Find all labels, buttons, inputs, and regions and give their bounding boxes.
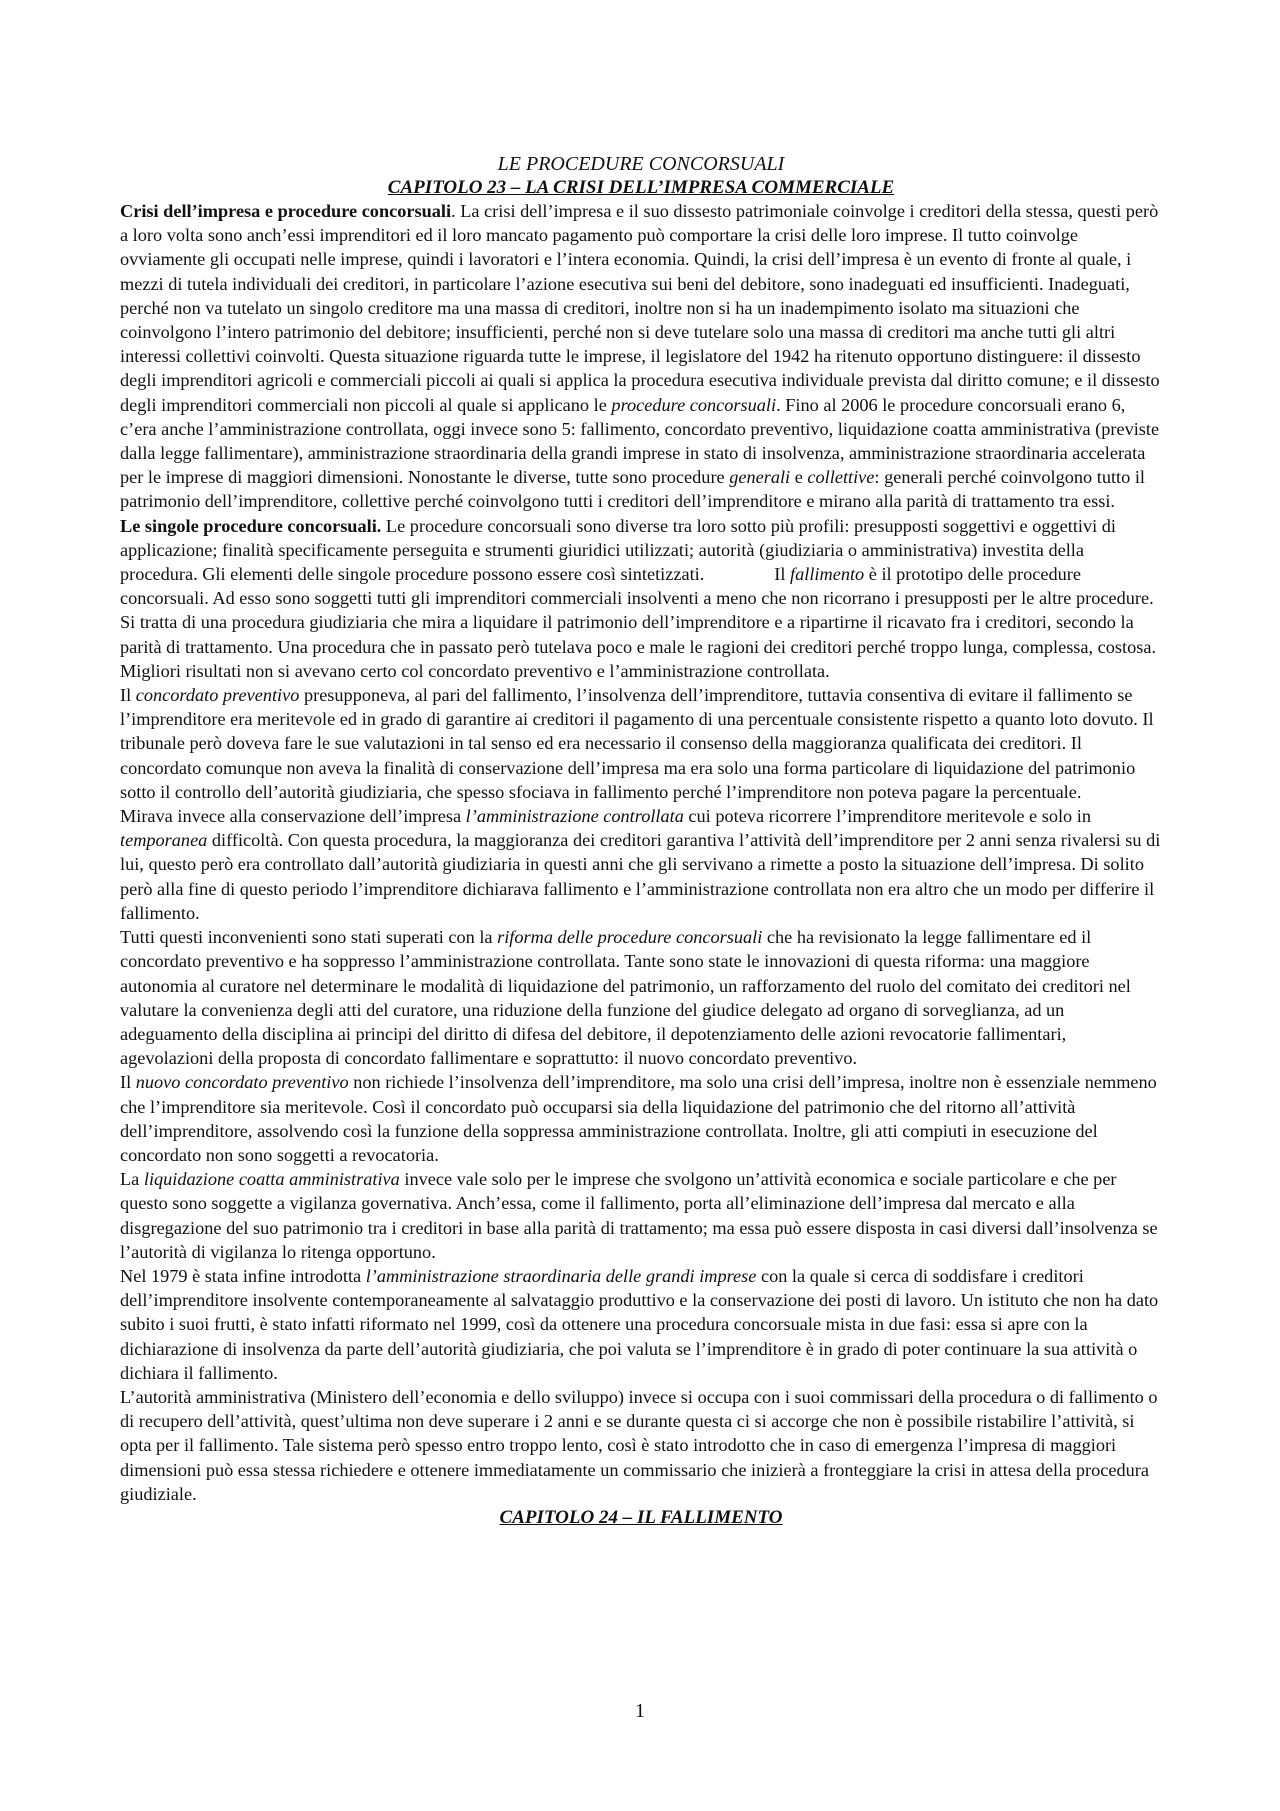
paragraph-text: con la quale si cerca di soddisfare i creditori dell’imprenditore insolvente contemporaneamente al salvataggio produttivo e la conservazione dei posti di lavoro. Un istituto che non ha dato subito i suoi frutti, è stato infatti riformato nel 1999, così da ottenere una procedura concorsuale mista in due fasi: essa si apre con la dichiarazione di insolvenza da parte dell’autorità giudiziaria, che poi valuta se l’imprenditore è in grado di poter continuare la sua attività o dichiara il fallimento. bbox=[120, 1265, 1159, 1383]
paragraph-concordato-preventivo bbox=[120, 683, 1162, 804]
paragraph-text: L’autorità amministrativa (Ministero dell’economia e dello sviluppo) invece si occupa con i suoi commissari della procedura o di fallimento o di recupero dell’attività, quest’ultima non deve superare i 2 anni e se durante questa ci si accorge che non è possibile ristabilire l’attività, si opta per il fallimento. Tale sistema però spesso entro troppo lento, così è stato introdotto che in caso di emergenza l’impresa di maggiori dimensioni può essa stessa richiedere e ottenere immediatamente un commissario che inizierà a fronteggiare la crisi in attesa della procedura giudiziale. bbox=[120, 1386, 1158, 1504]
paragraph-amministrazione-straordinaria bbox=[120, 1264, 1162, 1385]
paragraph-text: non richiede l’insolvenza dell’imprenditore, ma solo una crisi dell’impresa, inoltre non è essenziale nemmeno che l’imprenditore sia meritevole. Così il concordato può occuparsi sia della liquidazione del patrimonio che del ritorno all’attività dell’imprenditore, assolvendo così la funzione della soppressa amministrazione controllata. Inoltre, gli atti compiuti in esecuzione del concordato non sono soggetti a revocatoria. bbox=[120, 1072, 1157, 1165]
paragraph-text: presupponeva, al pari del fallimento, l’insolvenza dell’imprenditore, tuttavia consentiva di evitare il fallimento se l’imprenditore era meritevole ed in grado di garantire ai creditori il pagamento di una percentuale consistente rispetto a quanto loto dovuto. Il tribunale però doveva fare le sue valutazioni in tal senso ed era necessario il consenso della maggioranza qualificata dei creditori. Il concordato comunque non aveva la finalità di conservazione dell’impresa ma era solo una forma particolare di liquidazione del patrimonio sotto il controllo dell’autorità giudiziaria, che spesso sfociava in fallimento perché l’imprenditore non poteva pagare la percentuale. bbox=[120, 685, 1154, 802]
italic-term: collettive bbox=[807, 467, 875, 488]
page-number: 1 bbox=[635, 1700, 645, 1722]
paragraph-amministrazione-controllata bbox=[120, 804, 1162, 925]
italic-term: generali bbox=[729, 467, 791, 488]
paragraph-singole-procedure bbox=[120, 514, 1162, 683]
paragraph-text: Mirava invece alla conservazione dell’impresa bbox=[120, 806, 466, 827]
paragraph-text: Nel 1979 è stata infine introdotta bbox=[120, 1265, 366, 1286]
italic-term: temporanea bbox=[120, 830, 208, 851]
paragraph-text: Il bbox=[120, 685, 136, 706]
paragraph-text: . Fino al 2006 le procedure concorsuali erano 6, c’era anche l’amministrazione controllata, oggi invece sono 5: fallimento, concordato preventivo, liquidazione coatta amministrativa (previste dalla legge fallimentare), amministrazione straordinaria della grandi imprese in stato di insolvenza, amministrazione straordinaria accelerata per le imprese di maggiori dimensioni. Nonostante le diverse, tutte sono procedure bbox=[120, 394, 1160, 488]
chapter-23-heading: CAPITOLO 23 – LA CRISI DELL’IMPRESA COMMERCIALE bbox=[387, 177, 895, 198]
italic-term: concordato preventivo bbox=[135, 685, 300, 706]
paragraph-crisi-impresa bbox=[120, 199, 1162, 514]
paragraph-text: che ha revisionato la legge fallimentare ed il concordato preventivo e ha soppresso l’amministrazione controllata. Tante sono state le innovazioni di questa riforma: una maggiore autonomia al curatore nel determinare le modalità di liquidazione del patrimonio, un rafforzamento del ruolo del comitato dei creditori nel valutare la convenienza degli atti del curatore, una riduzione della funzione del giudice delegato ad organo di sorveglianza, ad un adeguamento della disciplina ai principi del diritto di difesa del debitore, il depotenziamento delle azioni revocatorie fallimentari, agevolazioni della proposta di concordato fallimentare e soprattutto: il nuovo concordato preventivo. bbox=[120, 927, 1131, 1069]
paragraph-text: e bbox=[790, 467, 808, 488]
italic-term: procedure concorsuali bbox=[611, 394, 777, 415]
paragraph-text: : generali perché coinvolgono tutto il patrimonio dell’imprenditore, collettive perché coinvolgono tutti i creditori dell’imprenditore e mirano alla parità di trattamento tra essi. bbox=[120, 467, 1146, 512]
paragraph-text: è il prototipo delle procedure concorsuali. Ad esso sono soggetti tutti gli imprenditori commerciali insolventi a meno che non ricorrano i presupposti per le altre procedure. Si tratta di una procedura giudiziaria che mira a liquidare il patrimonio dell’imprenditore e a ripartirne il ricavato fra i creditori, secondo la parità di trattamento. Una procedura che in passato però tutelava poco e male le ragioni dei creditori perché troppo lunga, complessa, costosa. Migliori risultati non si avevano certo col concordato preventivo e l’amministrazione controllata. bbox=[120, 564, 1157, 681]
paragraph-riforma bbox=[120, 925, 1162, 1070]
paragraph-text: Tutti questi inconvenienti sono stati superati con la bbox=[120, 927, 498, 948]
italic-term: l’amministrazione controllata bbox=[465, 806, 684, 827]
paragraph-heading: Crisi dell’impresa e procedure concorsuali bbox=[120, 201, 452, 221]
paragraph-text: Il bbox=[774, 564, 791, 585]
italic-term: liquidazione coatta amministrativa bbox=[143, 1169, 400, 1190]
paragraph-text: Le procedure concorsuali sono diverse tra loro sotto più profili: presupposti soggettivi e oggettivi di applicazione; finalità specificamente perseguita e strumenti giuridici utilizzati; autorità (giudiziaria o amministrativa) investita della procedura. Gli elementi delle singole procedure possono essere così sintetizzati. bbox=[120, 515, 1117, 585]
document-title: LE PROCEDURE CONCORSUALI bbox=[497, 153, 785, 175]
chapter-24-heading: CAPITOLO 24 – IL FALLIMENTO bbox=[499, 1506, 783, 1528]
paragraph-text: cui poteva ricorrere l’imprenditore meritevole e solo in bbox=[683, 806, 1091, 827]
paragraph-text: Il bbox=[120, 1072, 136, 1093]
paragraph-text: difficoltà. Con questa procedura, la maggioranza dei creditori garantiva l’attività dell’imprenditore per 2 anni senza rivalersi su di lui, questo però era controllato dall’autorità giudiziaria in questi anni che gli servivano a rimette a posto la situazione dell’impresa. Di solito però alla fine di questo periodo l’imprenditore dichiarava fallimento e l’amministrazione controllata non era altro che un modo per differire il fallimento. bbox=[120, 830, 1161, 923]
document-page bbox=[120, 152, 1162, 1529]
italic-term: l’amministrazione straordinaria delle grandi imprese bbox=[365, 1265, 757, 1286]
paragraph-liquidazione-coatta bbox=[120, 1167, 1162, 1264]
paragraph-heading: Le singole procedure concorsuali. bbox=[120, 515, 382, 536]
paragraph-text: invece vale solo per le imprese che svolgono un’attività economica e sociale particolare e che per questo sono soggette a vigilanza governativa. Anch’essa, come il fallimento, porta all’eliminazione dell’impresa dal mercato e alla disgregazione del suo patrimonio tra i creditori in base alla parità di trattamento; ma essa può essere disposta in casi diversi dall’insolvenza se l’autorità di vigilanza lo ritenga opportuno. bbox=[120, 1169, 1158, 1262]
italic-term: nuovo concordato preventivo bbox=[135, 1072, 349, 1093]
paragraph-text: . La crisi dell’impresa e il suo dissesto patrimoniale coinvolge i creditori della stessa, questi però a loro volta sono anch’essi imprenditori ed il loro mancato pagamento può comportare la crisi delle loro imprese. Il tutto coinvolge ovviamente gli occupati nelle imprese, quindi i lavoratori e l’intera economia. Quindi, la crisi dell’impresa è un evento di fronte al quale, i mezzi di tutela individuali dei creditori, in particolare l’azione esecutiva sui beni del debitore, sono inadeguati ed insufficienti. Inadeguati, perché non va tutelato un singolo creditore ma una massa di creditori, inoltre non si ha un inadempimento isolato ma situazioni che coinvolgono l’intero patrimonio del debitore; insufficienti, perché non si deve tutelare solo una massa di creditori ma anche tutti gli altri interessi collettivi coinvolti. Questa situazione riguarda tutte le imprese, il legislatore del 1942 ha ritenuto opportuno distinguere: il dissesto degli imprenditori agricoli e commerciali piccoli ai quali si applica la procedura esecutiva individuale prevista dal diritto comune; e il dissesto degli imprenditori commerciali non piccoli al quale si applicano le bbox=[120, 201, 1160, 415]
paragraph-text: La bbox=[120, 1169, 144, 1190]
italic-term: riforma delle procedure concorsuali bbox=[497, 927, 763, 948]
paragraph-autorita-amministrativa bbox=[120, 1385, 1162, 1506]
italic-term: fallimento bbox=[790, 564, 865, 585]
paragraph-nuovo-concordato bbox=[120, 1070, 1162, 1167]
